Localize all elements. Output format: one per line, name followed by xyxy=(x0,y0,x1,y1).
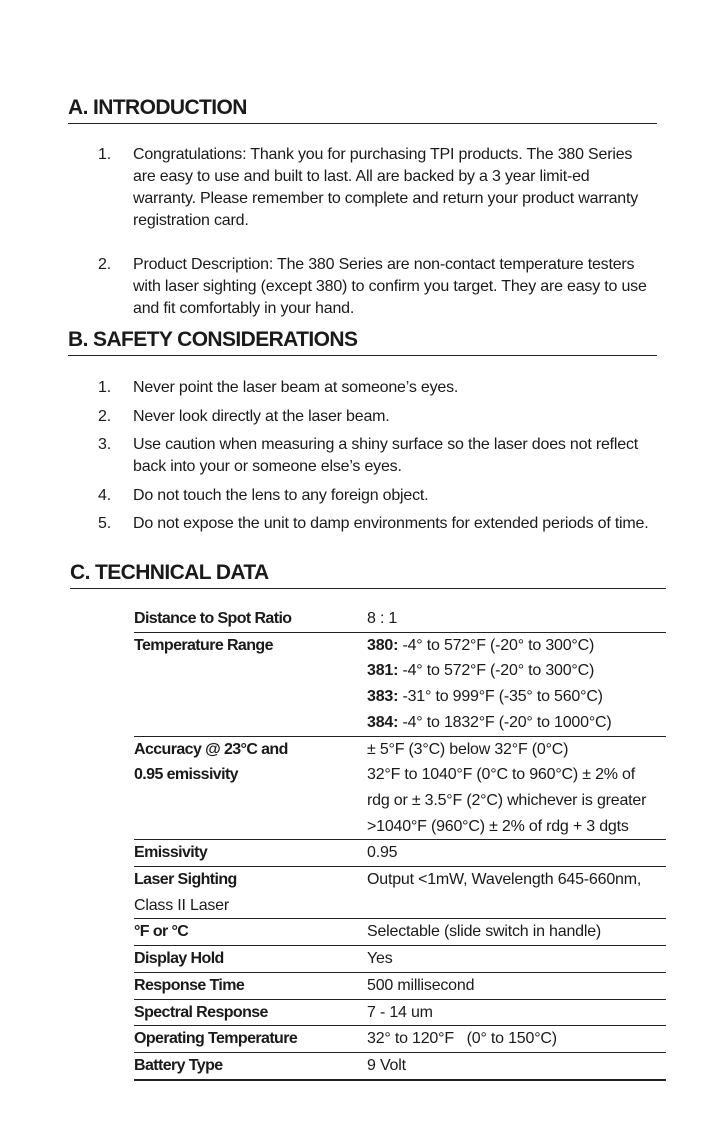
label-sub: Class II Laser xyxy=(134,896,230,914)
row-value xyxy=(367,633,666,736)
table-row xyxy=(134,606,666,633)
row-label: Temperature Range xyxy=(134,636,273,654)
row-value: Yes xyxy=(367,950,393,968)
item-text: Do not touch the lens to any foreign object. xyxy=(133,487,429,504)
table-row xyxy=(134,737,666,841)
model-number: 384: xyxy=(367,713,399,731)
value-line: >1040°F (960°C) ± 2% of rdg + 3 dgts xyxy=(367,817,629,835)
label-line: Accuracy @ 23°C and xyxy=(134,740,288,758)
table-row xyxy=(134,1053,666,1081)
item-text: Do not expose the unit to damp environments for extended periods of time. xyxy=(133,515,649,532)
safety-list xyxy=(98,377,658,535)
value-line: rdg or ± 3.5°F (2°C) whichever is greater xyxy=(367,791,647,809)
row-value: 500 millisecond xyxy=(367,976,475,994)
row-label: Emissivity xyxy=(134,844,208,862)
model-range: -4° to 572°F (-20° to 300°C) xyxy=(398,636,595,654)
list-item xyxy=(98,434,658,478)
label-line: 0.95 emissivity xyxy=(134,766,238,784)
table-row xyxy=(134,633,666,737)
section-heading-safety: B. SAFETY CONSIDERATIONS xyxy=(68,327,657,356)
model-number: 381: xyxy=(367,662,399,680)
list-item xyxy=(98,513,658,535)
table-row xyxy=(134,1000,666,1027)
item-number: 1. xyxy=(98,379,111,396)
row-value: 0.95 xyxy=(367,844,398,862)
table-row xyxy=(134,973,666,1000)
row-value: Output <1mW, Wavelength 645-660nm, xyxy=(367,871,642,889)
introduction-list xyxy=(98,144,658,320)
item-text: Use caution when measuring a shiny surface so the laser does not reflect back into your or someone else’s eyes. xyxy=(133,436,638,475)
item-text: Product Description: The 380 Series are non-contact temperature testers with laser sighting (except 380) to confirm you target. They are easy to use and fit comfortably in your hand. xyxy=(133,256,647,317)
label-line: Laser Sighting xyxy=(134,871,237,889)
item-text: Never point the laser beam at someone’s eyes. xyxy=(133,379,459,396)
row-value: Selectable (slide switch in handle) xyxy=(367,923,602,941)
model-range: -4° to 572°F (-20° to 300°C) xyxy=(398,662,595,680)
table-row xyxy=(134,919,666,946)
technical-data-table xyxy=(134,606,666,1081)
row-value: 9 Volt xyxy=(367,1056,406,1074)
table-row xyxy=(134,946,666,973)
row-label: Battery Type xyxy=(134,1056,223,1074)
item-text: Congratulations: Thank you for purchasing TPI products. The 380 Series are easy to use and built to last. All are backed by a 3 year limit-ed warranty. Please remember to complete and return your product warranty registration card. xyxy=(133,146,639,229)
list-item xyxy=(98,406,658,428)
item-number: 4. xyxy=(98,487,111,504)
item-text: Never look directly at the laser beam. xyxy=(133,408,390,425)
row-label: Distance to Spot Ratio xyxy=(134,610,292,627)
row-value: 32° to 120°F (0° to 150°C) xyxy=(367,1030,557,1048)
row-label: Display Hold xyxy=(134,950,224,968)
table-row xyxy=(134,840,666,867)
row-label xyxy=(134,867,367,918)
item-number: 5. xyxy=(98,515,111,532)
item-number: 2. xyxy=(98,408,111,425)
list-item xyxy=(98,377,658,399)
model-range: -4° to 1832°F (-20° to 1000°C) xyxy=(398,713,612,731)
list-item xyxy=(98,144,658,232)
row-label: Response Time xyxy=(134,976,245,994)
row-label xyxy=(134,737,367,840)
list-item xyxy=(98,254,658,320)
model-number: 383: xyxy=(367,688,399,706)
table-row xyxy=(134,867,666,919)
model-number: 380: xyxy=(367,636,399,654)
row-value: 8 : 1 xyxy=(367,610,398,627)
item-number: 3. xyxy=(98,436,111,453)
table-row xyxy=(134,1026,666,1053)
row-value xyxy=(367,737,666,840)
model-range: -31° to 999°F (-35° to 560°C) xyxy=(398,688,603,706)
item-number: 2. xyxy=(98,256,111,273)
value-line: 32°F to 1040°F (0°C to 960°C) ± 2% of xyxy=(367,766,635,784)
item-number: 1. xyxy=(98,146,111,163)
section-heading-technical-data: C. TECHNICAL DATA xyxy=(70,560,666,589)
row-value: 7 - 14 um xyxy=(367,1003,433,1021)
value-line: ± 5°F (3°C) below 32°F (0°C) xyxy=(367,740,569,758)
row-label: Spectral Response xyxy=(134,1003,268,1021)
section-heading-introduction: A. INTRODUCTION xyxy=(68,95,657,124)
row-label: Operating Temperature xyxy=(134,1030,298,1048)
list-item xyxy=(98,485,658,507)
row-label: °F or °C xyxy=(134,923,189,941)
